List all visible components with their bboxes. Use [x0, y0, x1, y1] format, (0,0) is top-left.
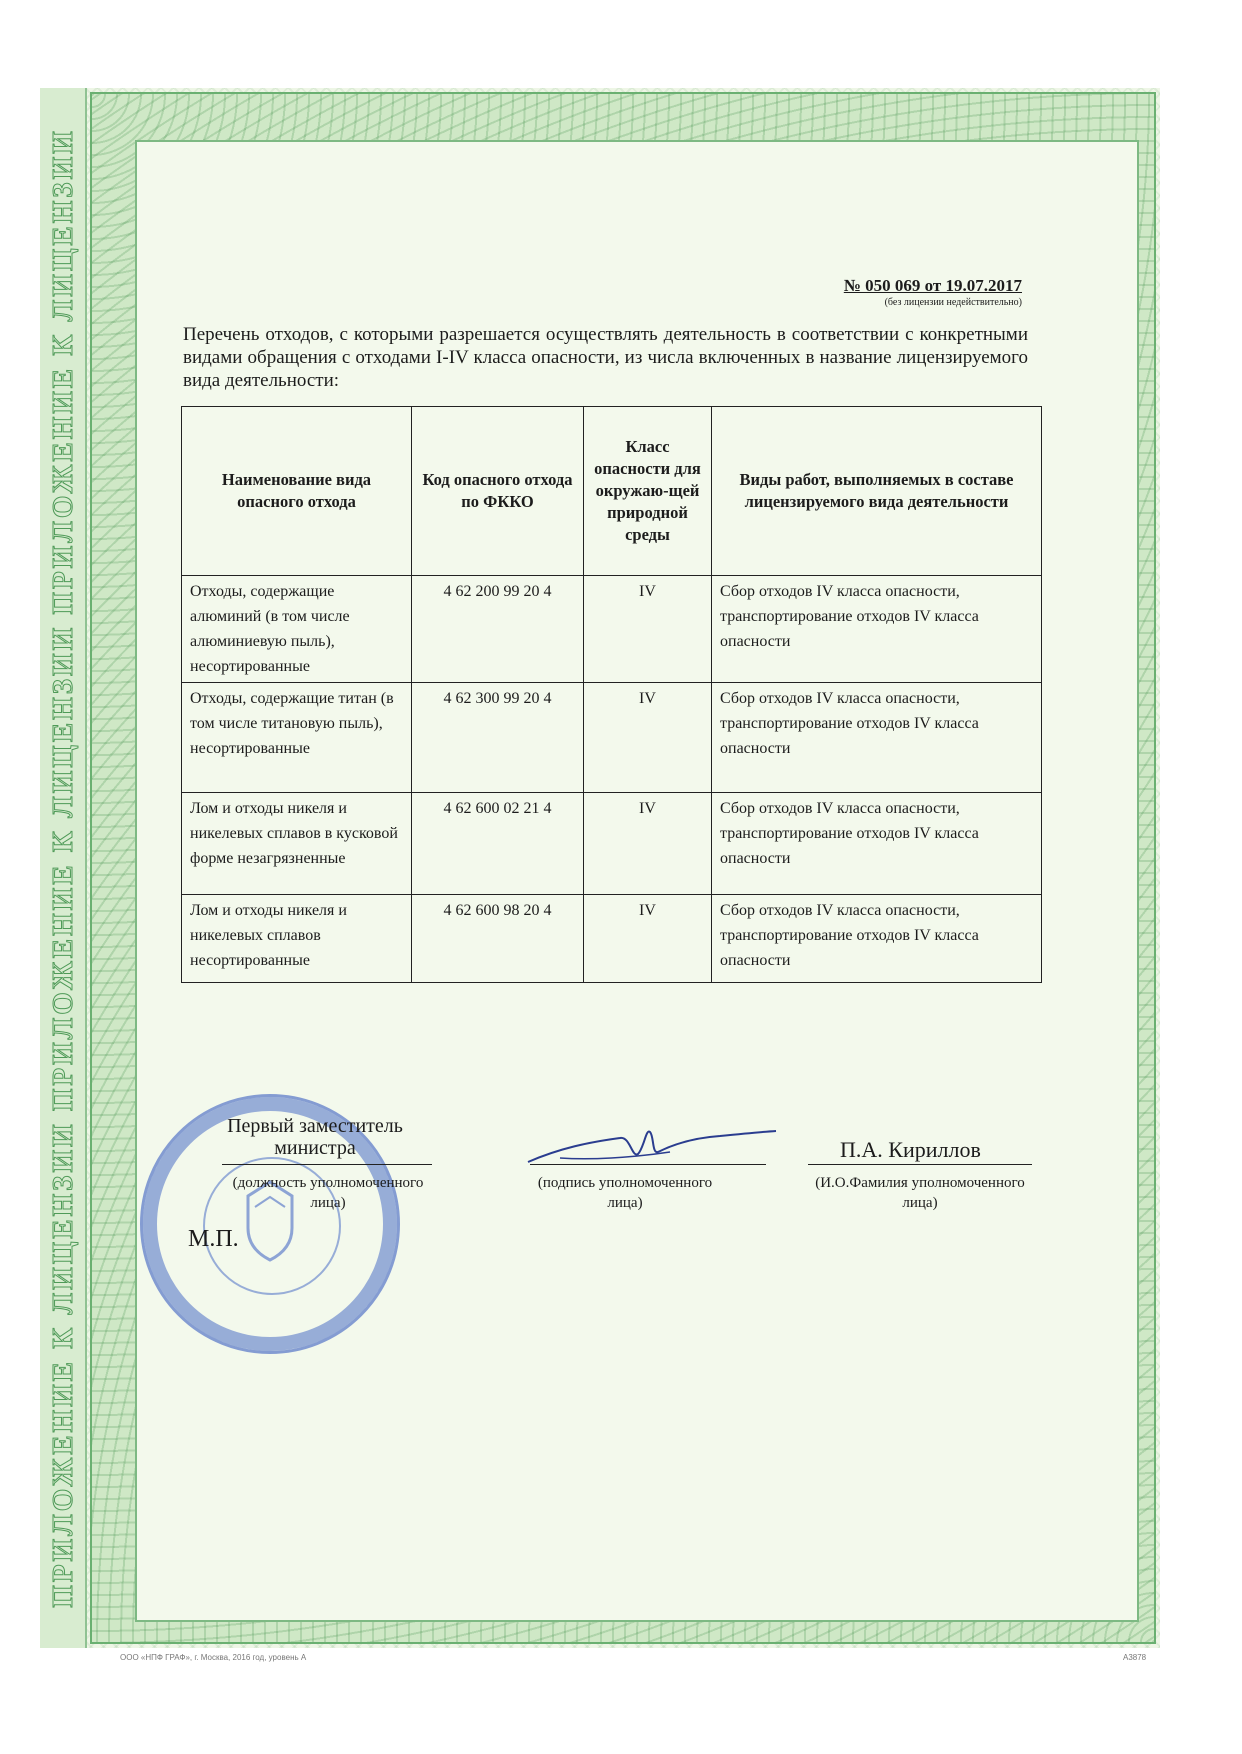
- handwritten-signature: [520, 1118, 780, 1178]
- waste-name-cell: Отходы, содержащие титан (в том числе титановую пыль), несортированные: [182, 683, 412, 793]
- header-hazard-class: Класс опасности для окружаю-щей природной среды: [584, 407, 712, 576]
- document-number: № 050 069 от 19.07.2017: [843, 276, 1022, 295]
- position-underline: [222, 1164, 432, 1165]
- table-row: [182, 895, 1042, 983]
- hazard-class-cell: IV: [584, 793, 712, 895]
- work-types-cell: Сбор отходов IV класса опасности, транспортирование отходов IV класса опасности: [712, 895, 1042, 983]
- waste-name-cell: Отходы, содержащие алюминий (в том числе алюминиевую пыль), несортированные: [182, 576, 412, 683]
- work-types-cell: Сбор отходов IV класса опасности, транспортирование отходов IV класса опасности: [712, 683, 1042, 793]
- work-types-cell: Сбор отходов IV класса опасности, транспортирование отходов IV класса опасности: [712, 793, 1042, 895]
- hazard-class-cell: IV: [584, 683, 712, 793]
- table-row: [182, 683, 1042, 793]
- name-caption: (И.О.Фамилия уполномоченного лица): [815, 1175, 1025, 1211]
- table-header-row: [182, 407, 1042, 576]
- fkko-code-cell: 4 62 600 02 21 4: [412, 793, 584, 895]
- work-types-cell: Сбор отходов IV класса опасности, транспортирование отходов IV класса опасности: [712, 576, 1042, 683]
- hazard-class-cell: IV: [584, 576, 712, 683]
- table-row: [182, 576, 1042, 683]
- waste-name-cell: Лом и отходы никеля и никелевых сплавов в кусковой форме незагрязненные: [182, 793, 412, 895]
- header-fkko-code: Код опасного отхода по ФККО: [412, 407, 584, 576]
- header-waste-name: Наименование вида опасного отхода: [182, 407, 412, 576]
- waste-name-cell: Лом и отходы никеля и никелевых сплавов несортированные: [182, 895, 412, 983]
- hazard-class-cell: IV: [584, 895, 712, 983]
- name-underline: [808, 1164, 1032, 1165]
- intro-paragraph: Перечень отходов, с которыми разрешается осуществлять деятельность в соответствии с конкретными видами обращения с отходами I-IV класса опасности, из числа включенных в название лицензируемого вида деятельности:: [183, 324, 1028, 391]
- side-label: ПРИЛОЖЕНИЕ К ЛИЦЕНЗИИ ПРИЛОЖЕНИЕ К ЛИЦЕНЗИИ ПРИЛОЖЕНИЕ К ЛИЦЕНЗИИ: [47, 128, 79, 1608]
- form-code: А3878: [1123, 1653, 1147, 1662]
- fkko-code-cell: 4 62 600 98 20 4: [412, 895, 584, 983]
- fkko-code-cell: 4 62 200 99 20 4: [412, 576, 584, 683]
- signer-position: Первый заместитель министра: [227, 1115, 403, 1159]
- printer-imprint: ООО «НПФ ГРАФ», г. Москва, 2016 год, уровень А: [120, 1653, 307, 1662]
- header-work-types: Виды работ, выполняемых в составе лицензируемого вида деятельности: [712, 407, 1042, 576]
- waste-table: [181, 406, 1042, 983]
- table-row: [182, 793, 1042, 895]
- position-caption: (должность уполномоченного лица): [232, 1175, 424, 1211]
- signature-caption: (подпись уполномоченного лица): [537, 1175, 713, 1211]
- signer-name: П.А. Кириллов: [840, 1137, 981, 1162]
- seal-label: М.П.: [188, 1226, 239, 1252]
- signature-underline: [530, 1164, 766, 1165]
- fkko-code-cell: 4 62 300 99 20 4: [412, 683, 584, 793]
- document-note: (без лицензии недействительно): [884, 297, 1022, 308]
